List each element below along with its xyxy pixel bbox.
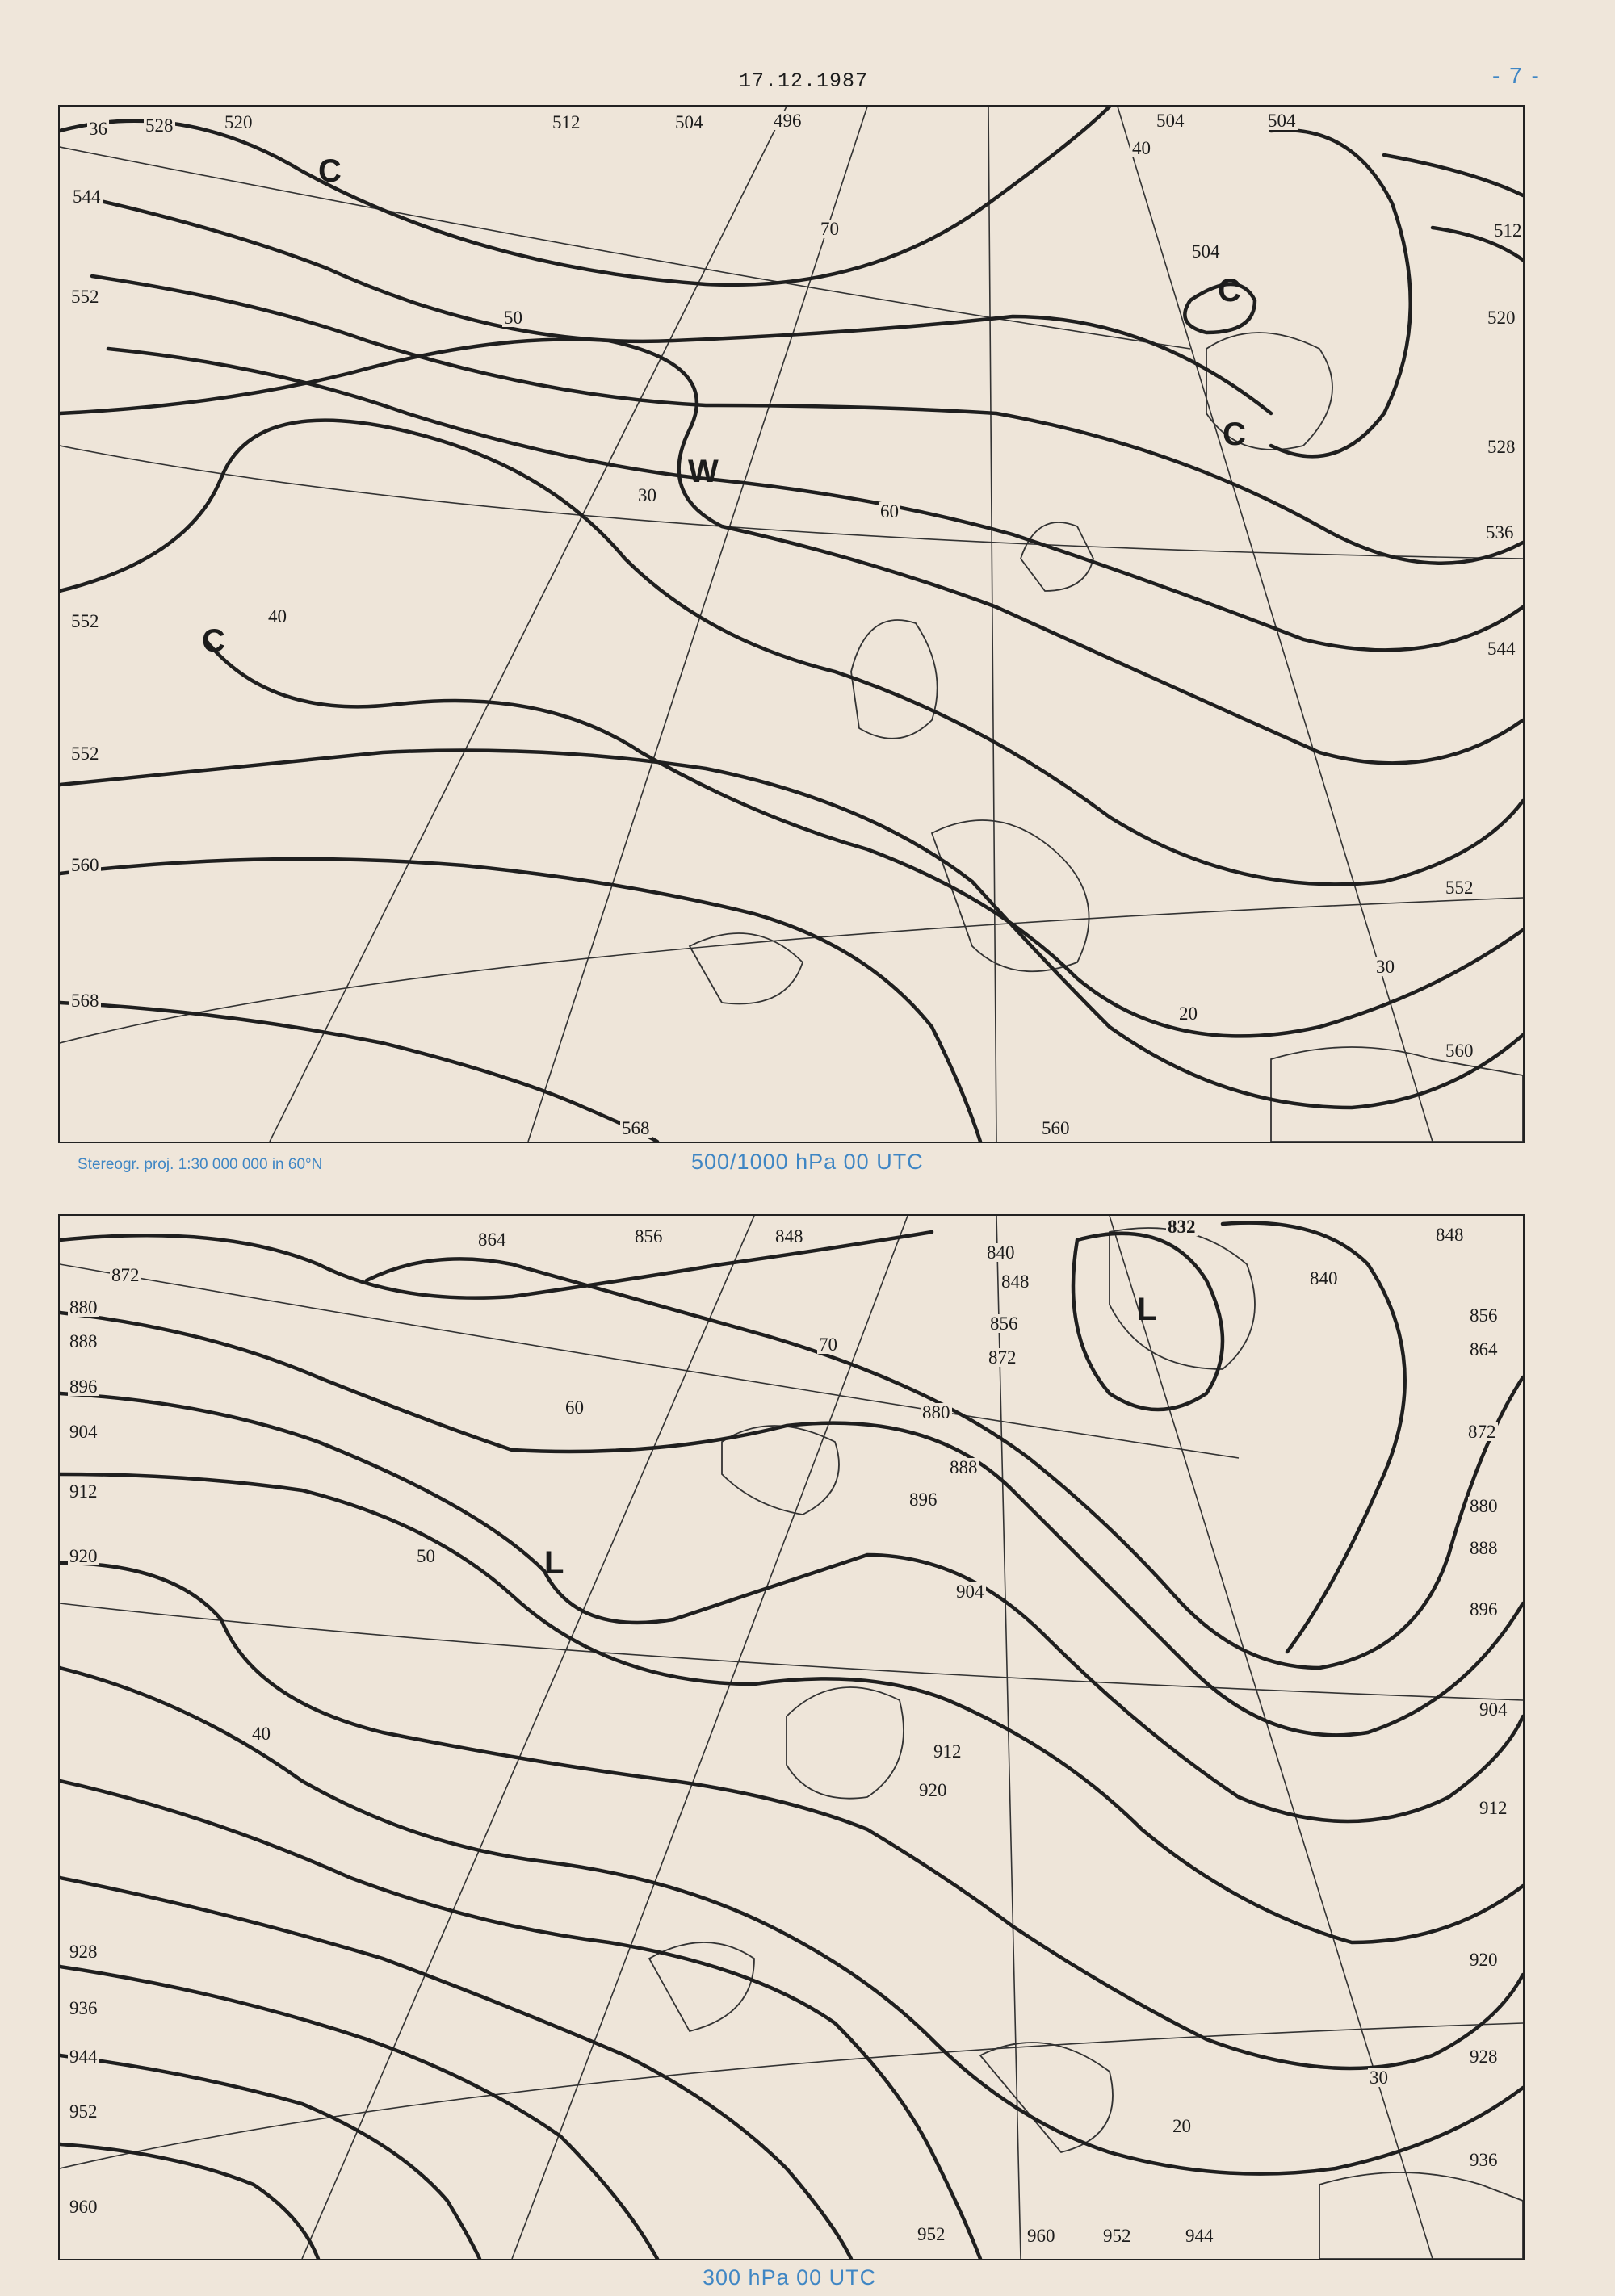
isohypse-label: 840 [1310, 1268, 1338, 1288]
isohypse-label: 904 [1479, 1699, 1508, 1720]
chart-date: 17.12.1987 [739, 69, 869, 93]
map-300-svg [60, 1216, 1523, 2259]
isohypse-label: 552 [71, 287, 99, 307]
isotach-label: 50 [417, 1546, 435, 1566]
isohypse-label: 832 [1168, 1217, 1196, 1237]
isotach-label: 30 [1370, 2068, 1388, 2088]
panel-caption-500-1000: 500/1000 hPa 00 UTC [691, 1150, 924, 1174]
isohypse-label: 960 [1027, 2226, 1055, 2246]
thickness-label: 50 [504, 308, 522, 328]
isohypse-label: 880 [922, 1402, 950, 1422]
map-panel-300 [58, 1214, 1525, 2260]
isohypse-label: 936 [69, 1998, 98, 2018]
isohypse-label: 560 [71, 855, 99, 875]
isohypse-label: 848 [1001, 1272, 1030, 1292]
isohypse-label: 856 [635, 1226, 663, 1246]
isohypse-label: 936 [1470, 2150, 1498, 2170]
isohypse-label: 904 [69, 1422, 98, 1442]
isohypse-label: 552 [71, 744, 99, 764]
isohypse-label: 920 [1470, 1950, 1498, 1970]
isohypse-label: 920 [919, 1780, 947, 1800]
isohypse-label: 504 [675, 112, 703, 132]
low-center-label: L [544, 1545, 564, 1581]
isohypse-label: 872 [988, 1347, 1017, 1368]
isohypse-label: 864 [478, 1230, 506, 1250]
isohypse-label: 552 [1445, 878, 1474, 898]
isohypse-label: 872 [111, 1265, 140, 1285]
isotach-label: 40 [252, 1724, 271, 1744]
isohypse-label: 928 [1470, 2047, 1498, 2067]
isohypse-label: 504 [1156, 111, 1185, 131]
isohypse-label: 880 [69, 1297, 98, 1318]
page-number: - 7 - [1492, 63, 1541, 88]
thickness-label: 20 [1179, 1003, 1198, 1024]
warm-center-label: W [688, 454, 719, 489]
cold-center-label: C [318, 153, 342, 189]
isohypse-label: 520 [224, 112, 253, 132]
isohypse-label: 856 [1470, 1305, 1498, 1326]
thickness-label: 40 [268, 606, 287, 626]
projection-note: Stereogr. proj. 1:30 000 000 in 60°N [78, 1156, 323, 1173]
cold-center-label: C [1218, 273, 1241, 308]
isotach-label: 70 [819, 1334, 837, 1355]
isohypse-label: 928 [69, 1942, 98, 1962]
isotach-label: 60 [565, 1397, 584, 1418]
isotach-label: 20 [1172, 2116, 1191, 2136]
isohypse-label: 504 [1268, 111, 1296, 131]
isohypse-label: 960 [69, 2197, 98, 2217]
isohypse-label: 560 [1445, 1041, 1474, 1061]
isohypse-label: 952 [917, 2224, 946, 2244]
isohypse-label: 872 [1468, 1422, 1496, 1442]
isohypse-label: 888 [950, 1457, 978, 1477]
isohypse-label: 904 [956, 1582, 984, 1602]
isohypse-label: 512 [1494, 220, 1522, 241]
isohypse-label: 840 [987, 1242, 1015, 1263]
isohypse-label: 920 [69, 1546, 98, 1566]
isohypse-label: 864 [1470, 1339, 1498, 1360]
isohypse-label: 552 [71, 611, 99, 631]
isohypse-label: 880 [1470, 1496, 1498, 1516]
cold-center-label: C [1223, 417, 1246, 452]
isohypse-label: 848 [1436, 1225, 1464, 1245]
isohypse-label: 568 [622, 1118, 650, 1138]
isohypse-label: 560 [1042, 1118, 1070, 1138]
low-center-label: L [1137, 1292, 1157, 1327]
thickness-label: 30 [1376, 957, 1395, 977]
map-panel-500-1000 [58, 105, 1525, 1143]
isohypse-label: 912 [933, 1741, 962, 1762]
isohypse-label: 952 [1103, 2226, 1131, 2246]
isohypse-label: 496 [774, 111, 802, 131]
cold-center-label: C [202, 623, 225, 659]
isohypse-label: 912 [69, 1481, 98, 1502]
isohypse-label: 896 [69, 1376, 98, 1397]
thickness-label: 30 [638, 485, 656, 505]
isohypse-label: 512 [552, 112, 581, 132]
panel-caption-300: 300 hPa 00 UTC [703, 2265, 877, 2290]
isohypse-label: 888 [1470, 1538, 1498, 1558]
isohypse-label: 36 [89, 119, 107, 139]
isohypse-label: 536 [1486, 522, 1514, 543]
isohypse-label: 568 [71, 991, 99, 1011]
isohypse-label: 528 [145, 115, 174, 136]
isohypse-label: 504 [1192, 241, 1220, 262]
isohypse-label: 544 [73, 186, 101, 207]
isohypse-label: 896 [909, 1489, 938, 1510]
isohypse-label: 944 [69, 2047, 98, 2067]
isohypse-label: 888 [69, 1331, 98, 1351]
thickness-label: 40 [1132, 138, 1151, 158]
isohypse-label: 544 [1487, 639, 1516, 659]
isohypse-label: 520 [1487, 308, 1516, 328]
thickness-label: 60 [880, 501, 899, 522]
isohypse-label: 856 [990, 1313, 1018, 1334]
thickness-label: 70 [820, 219, 839, 239]
isohypse-label: 896 [1470, 1599, 1498, 1619]
isohypse-label: 848 [775, 1226, 803, 1246]
isohypse-label: 944 [1185, 2226, 1214, 2246]
isohypse-label: 912 [1479, 1798, 1508, 1818]
isohypse-label: 952 [69, 2101, 98, 2122]
isohypse-label: 528 [1487, 437, 1516, 457]
